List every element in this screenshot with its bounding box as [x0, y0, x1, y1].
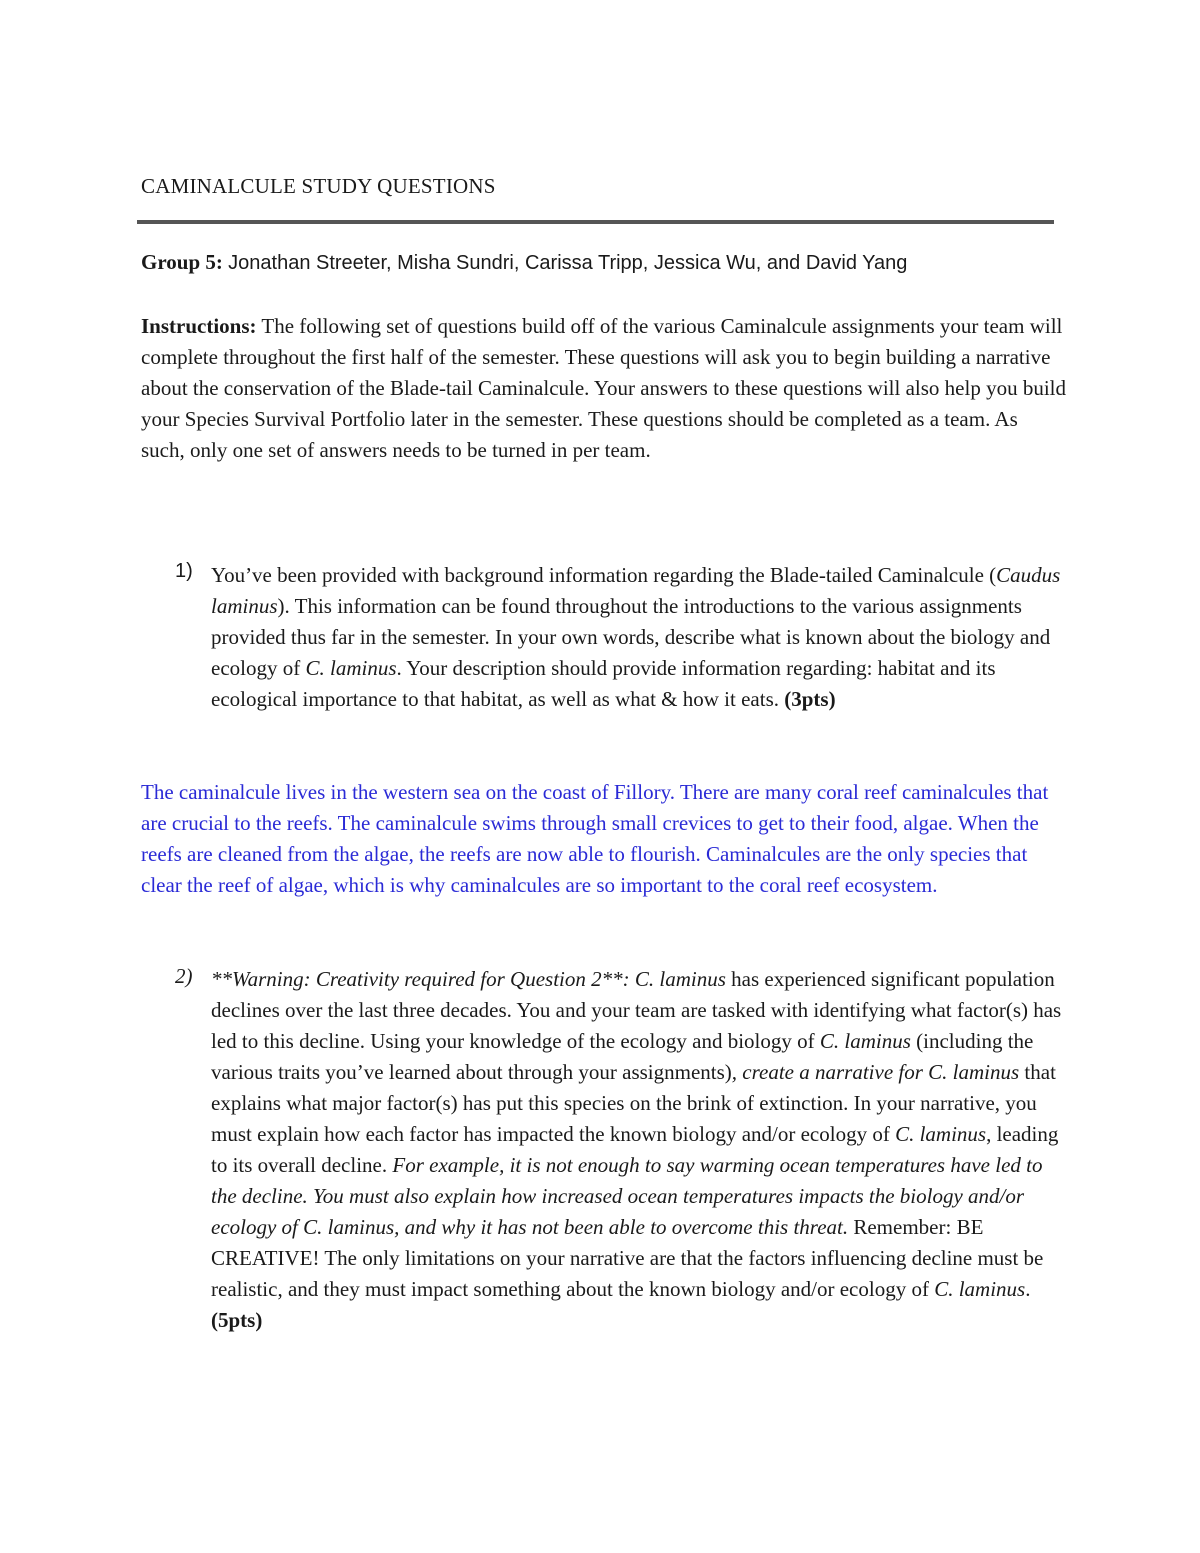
question-2-abbrev-4: C. laminus — [934, 1277, 1026, 1301]
question-2-abbrev-3: C. laminus — [895, 1122, 987, 1146]
group-label: Group 5: — [141, 250, 223, 274]
group-members: Jonathan Streeter, Misha Sundri, Carissa Tripp, Jessica Wu, and David Yang — [228, 252, 908, 274]
question-2-text-c: , create a narrative for — [731, 1060, 929, 1084]
question-2-text-g: . — [1025, 1277, 1031, 1301]
group-line — [141, 250, 907, 275]
question-1-species: Caudus laminus — [211, 563, 1061, 618]
question-2-abbrev-2: C. laminus — [928, 1060, 1020, 1084]
question-2-abbrev-1: C. laminus — [819, 1029, 911, 1053]
question-2-text-f: Remember: BE CREATIVE! The only limitations on your narrative are that the factors influencing decline must be realistic, and they must impact something about the known biology and/or ecology of — [211, 1215, 1044, 1301]
question-1-abbrev: C. laminus — [305, 656, 397, 680]
instructions-label: Instructions: — [141, 314, 257, 338]
question-1-number: 1) — [175, 560, 193, 582]
question-2-warning: **Warning: Creativity required for Question 2**: C. laminus — [211, 967, 726, 991]
question-2-text-d: that explains what major factor(s) has put this species on the brink of extinction. In your narrative, you must explain how each factor has impacted the known biology and/or ecology of — [211, 1060, 1056, 1146]
question-2-example: For example, it is not enough to say warming ocean temperatures have led to the decline. You must also explain how increased ocean temperatures impacts the biology and/or ecology of C. laminus, and why it has not been able to overcome this threat. — [211, 1153, 1043, 1239]
document-title: CAMINALCULE STUDY QUESTIONS — [141, 174, 496, 198]
question-2-text-b: (including the various traits you’ve learned about through your assignments) — [211, 1029, 1034, 1084]
question-1-points: (3pts) — [784, 687, 836, 711]
question-2-points: (5pts) — [211, 1308, 263, 1332]
question-1-text-b: ). This information can be found throughout the introductions to the various assignments provided thus far in the semester. In your own words, describe what is known about the biology and ecology of — [211, 594, 1051, 680]
question-2-number: 2) — [175, 964, 193, 988]
question-2-text-a: has experienced significant population declines over the last three decades. You and your team are tasked with identifying what factor(s) has led to this decline. Using your knowledge of the ecology and biology of — [211, 967, 1062, 1053]
question-2 — [211, 964, 1071, 1336]
question-1 — [211, 560, 1071, 715]
instructions-paragraph — [141, 311, 1066, 466]
instructions-text: The following set of questions build off of the various Caminalcule assignments your team will complete throughout the first half of the semester. These questions will ask you to begin building a narrative about the conservation of the Blade-tail Caminalcule. Your answers to these questions will also help you build your Species Survival Portfolio later in the semester. These questions should be completed as a team. As such, only one set of answers needs to be turned in per team. — [141, 314, 1066, 462]
question-1-text-a: You’ve been provided with background information regarding the Blade-tailed Caminalcule ( — [211, 563, 997, 587]
question-2-text-e: , leading to its overall decline. — [211, 1122, 1059, 1177]
question-1-text-c: . Your description should provide information regarding: habitat and its ecological importance to that habitat, as well as what & how it eats. — [211, 656, 996, 711]
answer-1: The caminalcule lives in the western sea on the coast of Fillory. There are many coral reef caminalcules that are crucial to the reefs. The caminalcule swims through small crevices to get to their food, algae. When the reefs are cleaned from the algae, the reefs are now able to flourish. Caminalcules are the only species that clear the reef of algae, which is why caminalcules are so important to the coral reef ecosystem. — [141, 780, 1049, 897]
title-divider — [137, 220, 1054, 224]
